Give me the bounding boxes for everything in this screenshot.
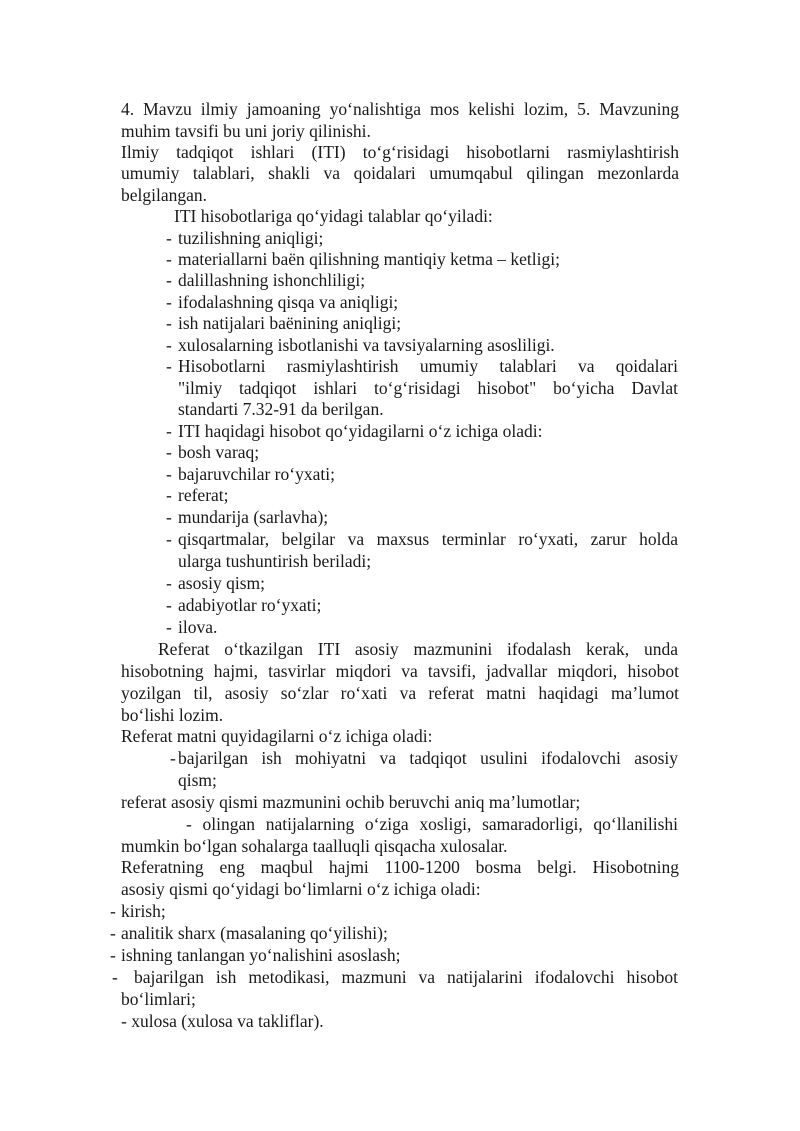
list-item-continuation: bo‘limlari; [121, 989, 196, 1009]
paragraph-line: ITI hisobotlariga qo‘yidagi talablar qo‘yiladi: [174, 206, 493, 226]
list-dash: - [166, 507, 172, 527]
paragraph-line: Referat matni quyidagilarni o‘z ichiga oladi: [121, 726, 433, 746]
list-item: ish natijalari baёnining aniqligi; [178, 313, 402, 333]
list-dash: - [110, 945, 116, 965]
list-dash: - [166, 464, 172, 484]
list-dash: - [170, 748, 176, 768]
list-item: ishning tanlangan yo‘nalishini asoslash; [121, 945, 401, 965]
list-item: Hisobotlarni rasmiylashtirish umumiy talablari va qoidalari [178, 356, 678, 376]
list-dash: - [166, 617, 172, 637]
list-item-continuation: ularga tushuntirish beriladi; [178, 551, 372, 571]
list-dash: - [110, 901, 116, 921]
list-dash: - [166, 485, 172, 505]
list-item: referat; [178, 485, 229, 505]
list-item: - xulosa (xulosa va takliflar). [121, 1011, 324, 1031]
list-item: bosh varaq; [178, 442, 260, 462]
list-item: adabiyotlar ro‘yxati; [178, 595, 322, 615]
list-item: kirish; [121, 901, 166, 921]
list-item: bajarilgan ish metodikasi, mazmuni va natijalarini ifodalovchi hisobot [134, 967, 678, 987]
paragraph-line: yozilgan til, asosiy so‘zlar ro‘xati va referat matni haqidagi ma’lumot [121, 683, 679, 703]
list-item-continuation: "ilmiy tadqiqot ishlari to‘g‘risidagi hisobot" bo‘yicha Davlat [178, 378, 678, 398]
list-dash: - [166, 573, 172, 593]
list-item: mundarija (sarlavha); [178, 507, 329, 527]
paragraph-line: - olingan natijalarning o‘ziga xosligi, samaradorligi, qo‘llanilishi [186, 814, 678, 834]
paragraph-line: belgilangan. [121, 185, 208, 205]
paragraph-line: Referatning eng maqbul hajmi 1100-1200 bosma belgi. Hisobotning [121, 857, 679, 877]
list-dash: - [166, 595, 172, 615]
list-item: ifodalashning qisqa va aniqligi; [178, 292, 399, 312]
list-dash: - [166, 442, 172, 462]
paragraph-line: asosiy qismi qo‘yidagi bo‘limlarni o‘z ichiga oladi: [121, 879, 481, 899]
paragraph-line: Ilmiy tadqiqot ishlari (ITI) to‘g‘risidagi hisobotlarni rasmiylashtirish [121, 142, 679, 162]
list-item: dalillashning ishonchliligi; [178, 270, 366, 290]
paragraph-line: referat asosiy qismi mazmunini ochib beruvchi aniq ma’lumotlar; [121, 792, 581, 812]
list-dash: - [110, 923, 116, 943]
list-item-continuation: qism; [178, 770, 217, 790]
list-item: analitik sharx (masalaning qo‘yilishi); [121, 923, 388, 943]
list-dash: - [166, 270, 172, 290]
paragraph-line: muhim tavsifi bu uni joriy qilinishi. [121, 121, 371, 141]
list-item-continuation: standarti 7.32-91 da berilgan. [178, 399, 384, 419]
paragraph-line: hisobotning hajmi, tasvirlar miqdori va tavsifi, jadvallar miqdori, hisobot [121, 661, 679, 681]
list-dash: - [112, 967, 118, 987]
list-dash: - [166, 335, 172, 355]
list-item: asosiy qism; [178, 573, 266, 593]
list-dash: - [166, 249, 172, 269]
list-item: xulosalarning isbotlanishi va tavsiyalarning asosliligi. [178, 335, 555, 355]
list-dash: - [166, 356, 172, 376]
paragraph-line: Referat o‘tkazilgan ITI asosiy mazmunini ifodalash kerak, unda [158, 639, 678, 659]
list-item: bajaruvchilar ro‘yxati; [178, 464, 335, 484]
paragraph-line: bo‘lishi lozim. [121, 705, 224, 725]
list-item: tuzilishning aniqligi; [178, 228, 324, 248]
list-dash: - [166, 529, 172, 549]
paragraph-line: 4. Mavzu ilmiy jamoaning yo‘nalishtiga mos kelishi lozim, 5. Mavzuning [121, 99, 679, 119]
list-item: qisqartmalar, belgilar va maxsus terminlar ro‘yxati, zarur holda [178, 529, 678, 549]
list-dash: - [166, 421, 172, 441]
paragraph-line: mumkin bo‘lgan sohalarga taalluqli qisqacha xulosalar. [121, 836, 508, 856]
list-item: bajarilgan ish mohiyatni va tadqiqot usulini ifodalovchi asosiy [178, 748, 678, 768]
list-dash: - [166, 313, 172, 333]
list-item: ITI haqidagi hisobot qo‘yidagilarni o‘z ichiga oladi: [178, 421, 543, 441]
list-dash: - [166, 228, 172, 248]
list-item: materiallarni baёn qilishning mantiqiy ketma – ketligi; [178, 249, 560, 269]
list-dash: - [166, 292, 172, 312]
list-item: ilova. [178, 617, 218, 637]
paragraph-line: umumiy talablari, shakli va qoidalari umumqabul qilingan mezonlarda [121, 163, 679, 183]
